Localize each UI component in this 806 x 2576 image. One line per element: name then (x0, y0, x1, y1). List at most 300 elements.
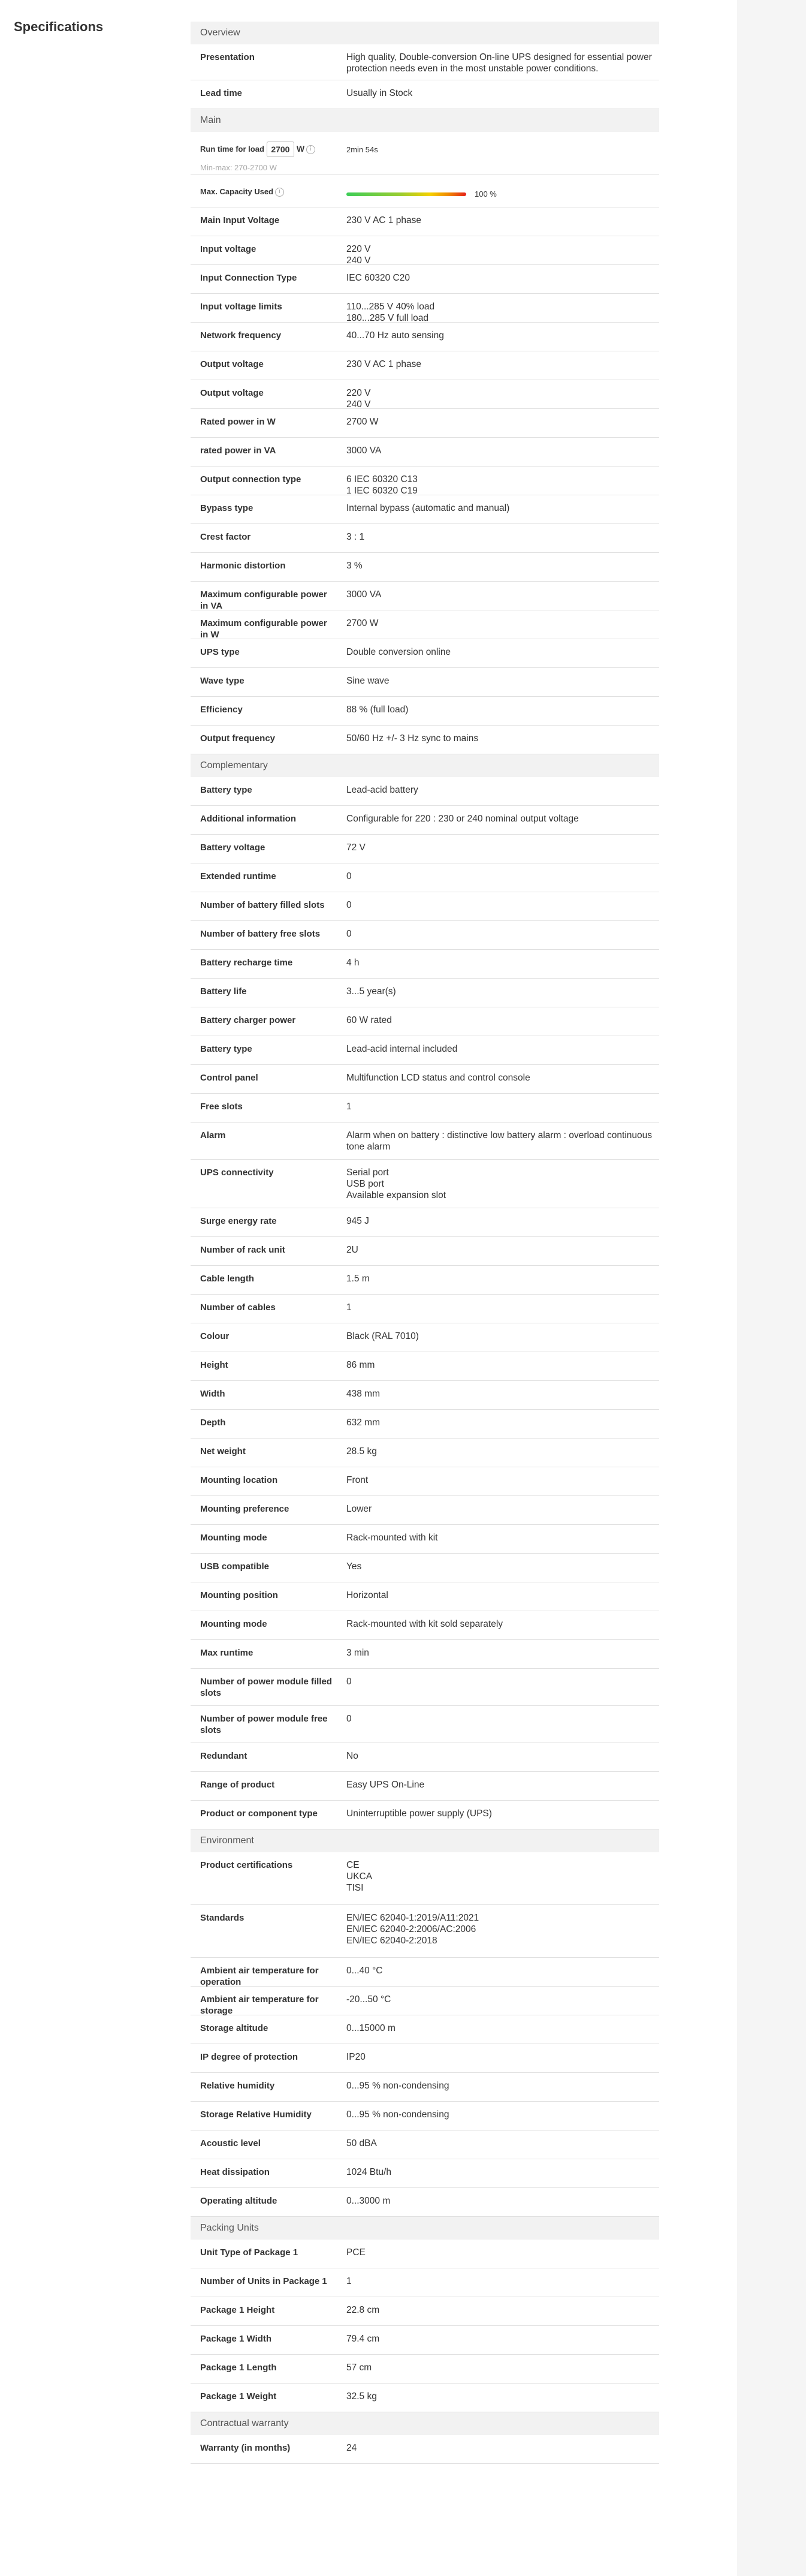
spec-label: Number of power module free slots (200, 1714, 328, 1735)
spec-value (346, 835, 659, 863)
spec-value (346, 1554, 659, 1582)
spec-value (346, 1295, 659, 1323)
capacity-label-cell (191, 175, 346, 207)
spec-label: USB compatible (200, 1561, 270, 1572)
spec-value (346, 380, 659, 408)
spec-value-line: Serial port (346, 1167, 389, 1178)
spec-label: Heat dissipation (200, 2167, 270, 2177)
specifications-table (191, 22, 659, 2464)
spec-row-number-of-cables (191, 1295, 659, 1323)
spec-value-line: 2700 W (346, 417, 379, 427)
spec-row-rated-power-in-va (191, 438, 659, 467)
spec-label: Depth (200, 1418, 226, 1428)
spec-value-line: 1024 Btu/h (346, 2167, 391, 2177)
spec-row-acoustic-level (191, 2130, 659, 2159)
spec-value-line: Yes (346, 1561, 362, 1572)
spec-label: Wave type (200, 676, 244, 686)
spec-value-line: Multifunction LCD status and control console (346, 1073, 530, 1083)
spec-value (346, 610, 659, 639)
spec-value (346, 1323, 659, 1352)
spec-value-line: Alarm when on battery : distinctive low battery alarm : overload continuous tone alarm (346, 1130, 653, 1152)
spec-label: Storage altitude (200, 2023, 268, 2033)
spec-value-line: 240 V (346, 399, 371, 410)
spec-value (346, 582, 659, 610)
spec-label: Mounting preference (200, 1504, 289, 1514)
spec-value-line: 1.5 m (346, 1274, 370, 1284)
spec-value (346, 2188, 659, 2216)
spec-label: Product certifications (200, 1860, 293, 1870)
spec-row-ups-type (191, 639, 659, 668)
spec-label: UPS connectivity (200, 1167, 274, 1178)
runtime-label-cell (191, 132, 346, 174)
spec-row-number-of-rack-unit (191, 1237, 659, 1266)
spec-label: Colour (200, 1331, 230, 1341)
spec-value-line: 2U (346, 1245, 358, 1255)
spec-label: Number of battery free slots (200, 929, 321, 939)
spec-row-battery-recharge-time (191, 950, 659, 979)
spec-value-line: 230 V AC 1 phase (346, 359, 421, 369)
spec-value (346, 351, 659, 380)
spec-value-line: Sine wave (346, 676, 390, 686)
spec-label: Ambient air temperature for operation (200, 1966, 319, 1987)
spec-row-rated-power-in-w (191, 409, 659, 438)
section-header-packing-units: Packing Units (191, 2217, 659, 2240)
spec-value (346, 1352, 659, 1380)
spec-row-efficiency (191, 697, 659, 726)
spec-row-package-1-width (191, 2326, 659, 2355)
spec-row-control-panel (191, 1065, 659, 1094)
spec-row-lead-time (191, 80, 659, 109)
spec-value-line: 0 (346, 1677, 352, 1687)
capacity-row (191, 175, 659, 207)
spec-value (346, 2102, 659, 2130)
spec-value (346, 553, 659, 581)
spec-value-line: Lead-acid battery (346, 785, 418, 795)
spec-value-line: 6 IEC 60320 C13 (346, 474, 418, 484)
spec-label: Lead time (200, 88, 243, 98)
spec-value (346, 1987, 659, 2015)
spec-value (346, 921, 659, 949)
spec-value-line: 57 cm (346, 2363, 372, 2373)
spec-label: Mounting position (200, 1590, 278, 1600)
spec-label: Rated power in W (200, 417, 276, 427)
spec-value (346, 1525, 659, 1553)
spec-label: Number of power module filled slots (200, 1677, 333, 1698)
spec-label: Range of product (200, 1780, 275, 1790)
spec-value (346, 1160, 659, 1208)
spec-value-line: -20...50 °C (346, 1994, 391, 2005)
spec-row-bypass-type (191, 495, 659, 524)
spec-value-line: IEC 60320 C20 (346, 273, 410, 283)
spec-value (346, 1065, 659, 1093)
spec-row-product-or-component-type (191, 1801, 659, 1829)
spec-label: Operating altitude (200, 2196, 277, 2206)
spec-value (346, 863, 659, 892)
spec-value-line: PCE (346, 2247, 366, 2258)
right-side-panel (737, 0, 806, 2576)
spec-row-wave-type (191, 668, 659, 697)
spec-value-line: Horizontal (346, 1590, 388, 1600)
spec-value (346, 2073, 659, 2101)
spec-value-line: Internal bypass (automatic and manual) (346, 503, 510, 513)
spec-row-height (191, 1352, 659, 1381)
spec-label: Relative humidity (200, 2081, 275, 2091)
spec-value-line: Easy UPS On-Line (346, 1780, 425, 1790)
spec-label: Number of cables (200, 1302, 276, 1313)
spec-row-main-input-voltage (191, 207, 659, 236)
spec-value-line: 220 V (346, 244, 371, 254)
load-watts-input[interactable]: 2700 (267, 142, 294, 157)
spec-value (346, 1958, 659, 1986)
spec-label: Cable length (200, 1274, 255, 1284)
spec-value-line: 79.4 cm (346, 2334, 380, 2344)
spec-row-output-voltage (191, 380, 659, 409)
spec-value (346, 323, 659, 351)
capacity-label: Max. Capacity Used (200, 187, 274, 196)
spec-value-line: 0 (346, 929, 352, 939)
spec-value (346, 1706, 659, 1743)
spec-row-package-1-weight (191, 2384, 659, 2412)
spec-row-colour (191, 1323, 659, 1352)
spec-value-line: Configurable for 220 : 230 or 240 nominal output voltage (346, 814, 579, 824)
spec-value-line: 220 V (346, 388, 371, 398)
spec-row-maximum-configurable-power-in-va (191, 582, 659, 610)
runtime-result: 2min 54s (346, 145, 378, 154)
spec-value-line: 0 (346, 1714, 352, 1724)
spec-label: Package 1 Length (200, 2363, 277, 2373)
spec-value-line: 24 (346, 2443, 357, 2453)
spec-value-line: EN/IEC 62040-2:2018 (346, 1936, 437, 1946)
spec-value (346, 2015, 659, 2044)
spec-label: Battery recharge time (200, 958, 293, 968)
spec-label: Package 1 Height (200, 2305, 275, 2315)
spec-label: Height (200, 1360, 228, 1370)
spec-row-number-of-power-module-free-slots (191, 1706, 659, 1743)
spec-label: Surge energy rate (200, 1216, 277, 1226)
spec-row-ambient-air-temperature-for-operation (191, 1958, 659, 1987)
spec-row-battery-type (191, 1036, 659, 1065)
spec-value (346, 1801, 659, 1829)
spec-label: Width (200, 1389, 225, 1399)
section-header-main: Main (191, 109, 659, 132)
spec-value-line: Usually in Stock (346, 88, 413, 98)
spec-row-number-of-battery-free-slots (191, 921, 659, 950)
spec-value-line: Uninterruptible power supply (UPS) (346, 1808, 492, 1819)
spec-label: Main Input Voltage (200, 215, 280, 225)
spec-value (346, 438, 659, 466)
spec-label: Bypass type (200, 503, 253, 513)
spec-label: Crest factor (200, 532, 251, 542)
spec-value (346, 2240, 659, 2268)
spec-row-output-frequency (191, 726, 659, 754)
spec-value (346, 1467, 659, 1495)
spec-label: Warranty (in months) (200, 2443, 291, 2453)
spec-value (346, 668, 659, 696)
spec-label: Output connection type (200, 474, 301, 484)
spec-label: Mounting mode (200, 1533, 267, 1543)
spec-value (346, 1852, 659, 1904)
spec-value-line: 0...95 % non-condensing (346, 2109, 449, 2120)
spec-label: Output voltage (200, 359, 264, 369)
spec-value (346, 1208, 659, 1236)
page-title: Specifications (14, 19, 104, 34)
spec-row-number-of-battery-filled-slots (191, 892, 659, 921)
spec-value-line: 632 mm (346, 1418, 380, 1428)
section-header-contractual-warranty: Contractual warranty (191, 2412, 659, 2435)
spec-value (346, 1237, 659, 1265)
spec-row-storage-relative-humidity (191, 2102, 659, 2130)
spec-row-usb-compatible (191, 1554, 659, 1582)
spec-value-line: Front (346, 1475, 369, 1485)
spec-row-heat-dissipation (191, 2159, 659, 2188)
spec-row-depth (191, 1410, 659, 1439)
spec-value-line: 50 dBA (346, 2138, 377, 2148)
spec-value-line: 28.5 kg (346, 1446, 377, 1456)
spec-row-input-voltage-limits (191, 294, 659, 323)
spec-value (346, 1640, 659, 1668)
spec-row-presentation (191, 44, 659, 80)
spec-row-warranty-in-months (191, 2435, 659, 2464)
spec-value (346, 2159, 659, 2187)
spec-label: Battery charger power (200, 1015, 296, 1025)
spec-value (346, 1439, 659, 1467)
spec-value-line: 1 IEC 60320 C19 (346, 486, 418, 496)
info-icon[interactable]: i (306, 145, 315, 154)
spec-row-extended-runtime (191, 863, 659, 892)
spec-value-line: 3 min (346, 1648, 369, 1658)
spec-row-range-of-product (191, 1772, 659, 1801)
spec-value-line: 2700 W (346, 618, 379, 628)
spec-value (346, 726, 659, 754)
spec-row-battery-type (191, 777, 659, 806)
spec-value (346, 1036, 659, 1064)
spec-row-unit-type-of-package-1 (191, 2240, 659, 2268)
spec-value (346, 1611, 659, 1639)
spec-row-relative-humidity (191, 2073, 659, 2102)
spec-value-line: 50/60 Hz +/- 3 Hz sync to mains (346, 733, 479, 744)
load-unit: W (296, 143, 305, 154)
spec-row-ip-degree-of-protection (191, 2044, 659, 2073)
spec-value-line: IP20 (346, 2052, 366, 2062)
spec-label: Maximum configurable power in W (200, 618, 327, 640)
spec-label: Ambient air temperature for storage (200, 1994, 319, 2016)
spec-label: Acoustic level (200, 2138, 261, 2148)
spec-row-battery-voltage (191, 835, 659, 863)
spec-label: Battery voltage (200, 842, 265, 853)
spec-row-alarm (191, 1123, 659, 1160)
capacity-value (346, 175, 659, 207)
spec-label: Number of battery filled slots (200, 900, 325, 910)
spec-value (346, 1772, 659, 1800)
spec-label: UPS type (200, 647, 240, 657)
spec-row-width (191, 1381, 659, 1410)
spec-value-line: Available expansion slot (346, 1190, 446, 1200)
spec-value-line: 0 (346, 871, 352, 881)
spec-value (346, 697, 659, 725)
spec-label: Control panel (200, 1073, 258, 1083)
spec-value-line: EN/IEC 62040-1:2019/A11:2021 (346, 1913, 479, 1923)
spec-value-line: Lead-acid internal included (346, 1044, 458, 1054)
spec-value-line: 3...5 year(s) (346, 986, 396, 997)
spec-value (346, 1905, 659, 1957)
section-header-environment: Environment (191, 1829, 659, 1852)
spec-value-line: High quality, Double-conversion On-line UPS designed for essential power protection needs even in the most unstable power conditions. (346, 52, 652, 74)
spec-label: Battery type (200, 785, 252, 795)
spec-label: Storage Relative Humidity (200, 2109, 312, 2120)
spec-label: Product or component type (200, 1808, 318, 1819)
spec-value (346, 409, 659, 437)
spec-value (346, 265, 659, 293)
spec-value (346, 950, 659, 978)
spec-value-line: 438 mm (346, 1389, 380, 1399)
spec-value (346, 1266, 659, 1294)
spec-value-line: Rack-mounted with kit (346, 1533, 438, 1543)
spec-label: Redundant (200, 1751, 247, 1761)
spec-label: rated power in VA (200, 446, 276, 456)
spec-label: Mounting mode (200, 1619, 267, 1629)
spec-value (346, 2355, 659, 2383)
spec-value-line: EN/IEC 62040-2:2006/AC:2006 (346, 1924, 476, 1934)
runtime-calculator-row (191, 132, 659, 175)
spec-label: Harmonic distortion (200, 561, 286, 571)
spec-row-output-voltage (191, 351, 659, 380)
spec-row-ambient-air-temperature-for-storage (191, 1987, 659, 2015)
spec-row-ups-connectivity (191, 1160, 659, 1208)
spec-row-surge-energy-rate (191, 1208, 659, 1237)
spec-row-number-of-power-module-filled-slots (191, 1669, 659, 1706)
spec-value (346, 1496, 659, 1524)
spec-value-line: 1 (346, 1102, 352, 1112)
spec-row-standards (191, 1905, 659, 1958)
spec-row-redundant (191, 1743, 659, 1772)
spec-value-line: 1 (346, 1302, 352, 1313)
spec-value (346, 2268, 659, 2297)
spec-value-line: 4 h (346, 958, 360, 968)
spec-value-line: 32.5 kg (346, 2391, 377, 2402)
spec-value (346, 294, 659, 322)
spec-value (346, 1582, 659, 1611)
spec-row-mounting-location (191, 1467, 659, 1496)
spec-value (346, 1669, 659, 1705)
spec-value (346, 2044, 659, 2072)
spec-label: Number of Units in Package 1 (200, 2276, 327, 2286)
spec-row-storage-altitude (191, 2015, 659, 2044)
spec-label: Extended runtime (200, 871, 276, 881)
spec-value-line: 0 (346, 900, 352, 910)
spec-value-line: Rack-mounted with kit sold separately (346, 1619, 503, 1629)
spec-value (346, 2435, 659, 2463)
spec-value-line: UKCA (346, 1871, 373, 1882)
spec-label: Mounting location (200, 1475, 278, 1485)
spec-value-line: 0...95 % non-condensing (346, 2081, 449, 2091)
spec-row-maximum-configurable-power-in-w (191, 610, 659, 639)
spec-row-package-1-length (191, 2355, 659, 2384)
spec-value (346, 1410, 659, 1438)
spec-value (346, 979, 659, 1007)
spec-row-input-connection-type (191, 265, 659, 294)
spec-row-mounting-position (191, 1582, 659, 1611)
spec-label: Output frequency (200, 733, 276, 744)
capacity-gauge-bar (346, 192, 466, 196)
spec-value-line: 3000 VA (346, 446, 382, 456)
spec-label: Network frequency (200, 330, 282, 341)
spec-label: Package 1 Weight (200, 2391, 277, 2402)
spec-label: Output voltage (200, 388, 264, 398)
spec-label: Standards (200, 1913, 244, 1923)
spec-row-battery-life (191, 979, 659, 1007)
spec-label: Package 1 Width (200, 2334, 272, 2344)
spec-label: Battery life (200, 986, 247, 997)
spec-value (346, 1743, 659, 1771)
spec-label: Input Connection Type (200, 273, 297, 283)
spec-value-line: 180...285 V full load (346, 313, 429, 323)
spec-value-line: 0...40 °C (346, 1966, 383, 1976)
spec-value-line: 1 (346, 2276, 352, 2286)
spec-value-line: USB port (346, 1179, 384, 1189)
spec-value-line: 60 W rated (346, 1015, 392, 1025)
spec-value (346, 1007, 659, 1036)
spec-value (346, 777, 659, 805)
spec-value (346, 2326, 659, 2354)
spec-value-line: 3 : 1 (346, 532, 365, 542)
spec-row-package-1-height (191, 2297, 659, 2326)
spec-row-harmonic-distortion (191, 553, 659, 582)
spec-value-line: 86 mm (346, 1360, 375, 1370)
spec-label: Max runtime (200, 1648, 253, 1658)
spec-value-line: Double conversion online (346, 647, 451, 657)
spec-value-line: Lower (346, 1504, 372, 1514)
spec-row-network-frequency (191, 323, 659, 351)
spec-row-mounting-mode (191, 1611, 659, 1640)
spec-value (346, 236, 659, 264)
spec-row-crest-factor (191, 524, 659, 553)
spec-label: IP degree of protection (200, 2052, 298, 2062)
spec-value-line: TISI (346, 1883, 364, 1893)
spec-value-line: 22.8 cm (346, 2305, 380, 2315)
spec-value-line: Black (RAL 7010) (346, 1331, 419, 1341)
spec-value-line: 3 % (346, 561, 363, 571)
spec-value (346, 806, 659, 834)
spec-value-line: 230 V AC 1 phase (346, 215, 421, 225)
spec-value (346, 524, 659, 552)
spec-value-line: 72 V (346, 842, 366, 853)
spec-label: Free slots (200, 1102, 243, 1112)
spec-value-line: 0...15000 m (346, 2023, 396, 2033)
spec-row-number-of-units-in-package-1 (191, 2268, 659, 2297)
spec-value (346, 1094, 659, 1122)
spec-row-output-connection-type (191, 467, 659, 495)
spec-row-max-runtime (191, 1640, 659, 1669)
spec-label: Efficiency (200, 705, 243, 715)
section-header-complementary: Complementary (191, 754, 659, 777)
spec-row-operating-altitude (191, 2188, 659, 2217)
spec-label: Maximum configurable power in VA (200, 589, 327, 611)
spec-value-line: 945 J (346, 1216, 369, 1226)
spec-value (346, 467, 659, 495)
spec-value-line: 0...3000 m (346, 2196, 391, 2206)
runtime-minmax: Min-max: 270-2700 W (200, 163, 277, 172)
spec-value (346, 1123, 659, 1159)
spec-row-battery-charger-power (191, 1007, 659, 1036)
runtime-label: Run time for load (200, 144, 264, 154)
spec-value (346, 2297, 659, 2325)
capacity-percent: 100 % (475, 189, 497, 198)
spec-value (346, 892, 659, 920)
info-icon[interactable]: i (275, 188, 284, 197)
spec-value-line: No (346, 1751, 358, 1761)
spec-value (346, 80, 659, 109)
spec-label: Additional information (200, 814, 296, 824)
